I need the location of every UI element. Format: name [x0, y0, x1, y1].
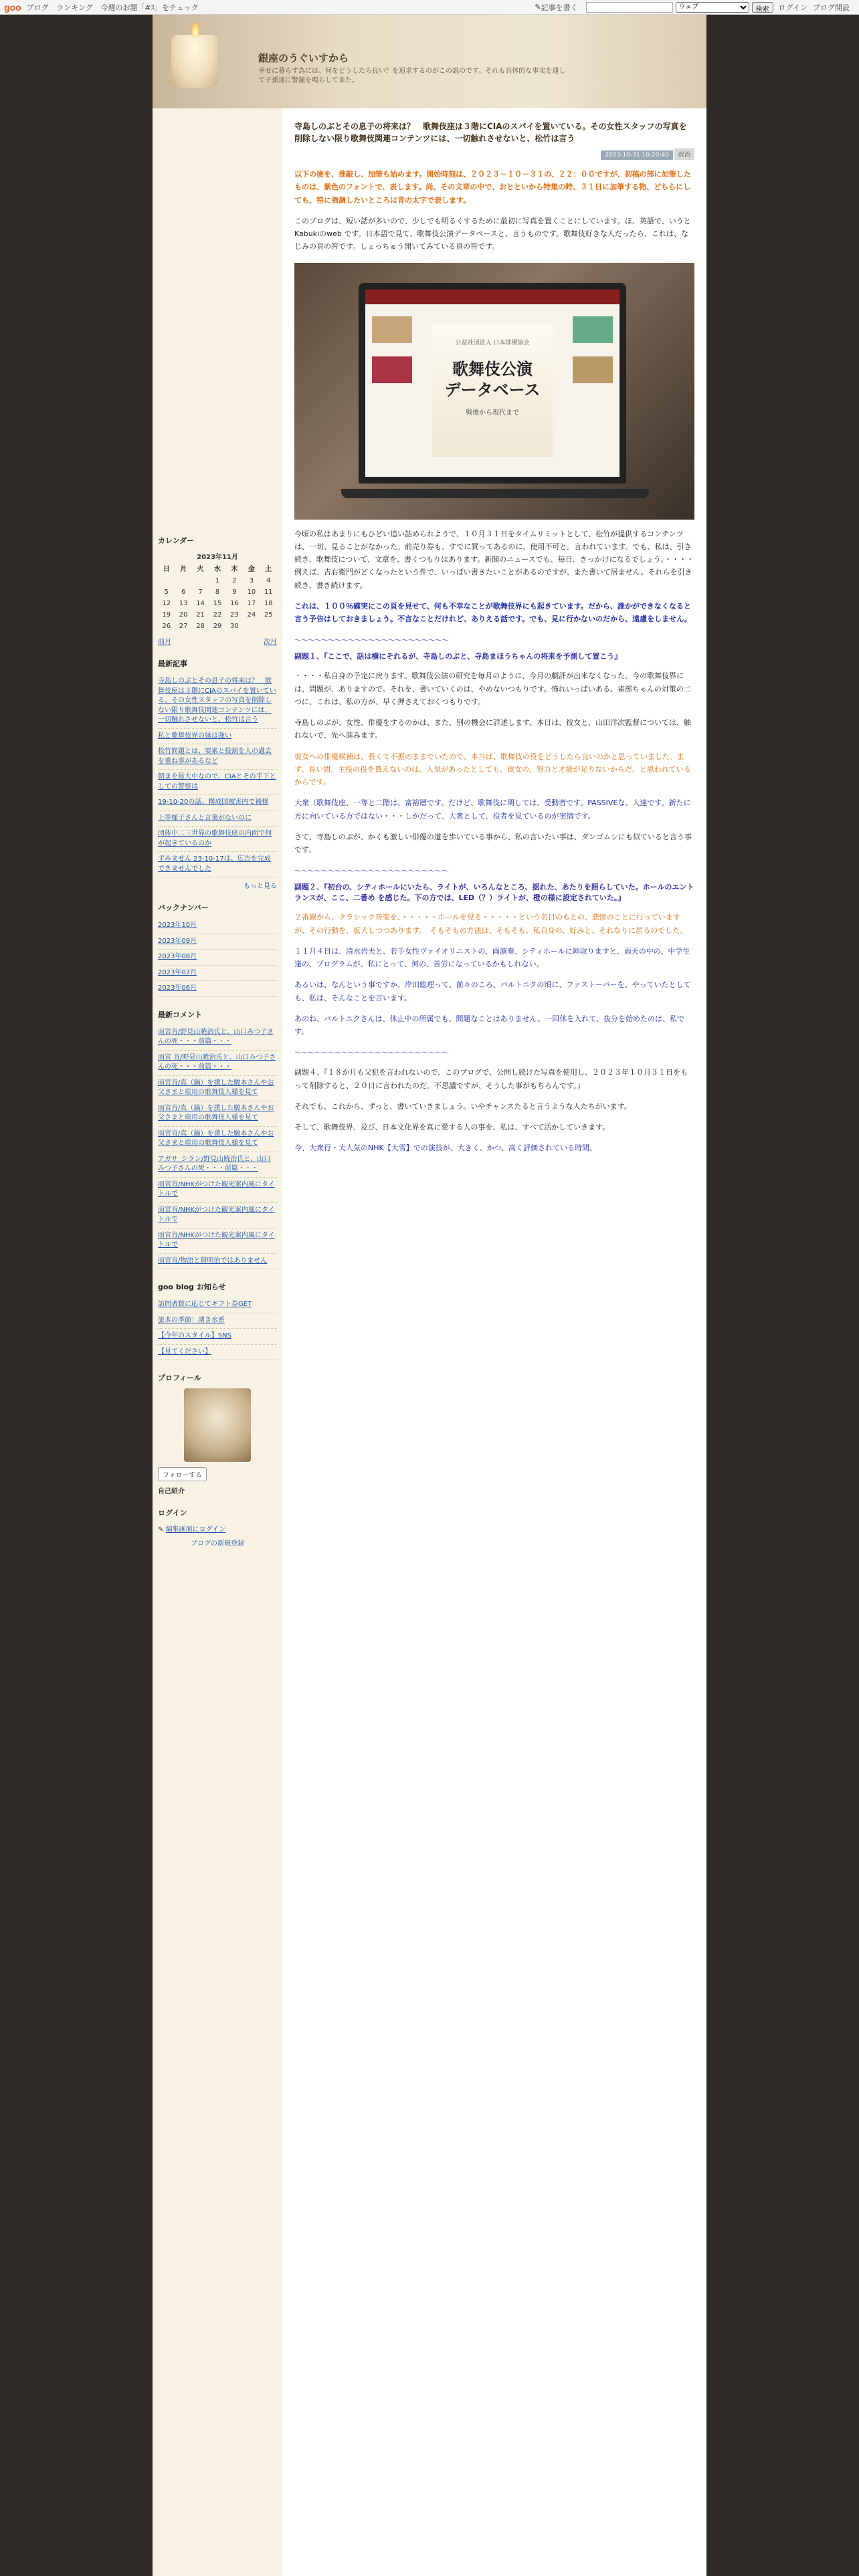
calendar-month: 2023年11月: [197, 554, 238, 561]
blog-open-link[interactable]: ブログ開設: [813, 3, 850, 12]
calendar-nav: [158, 636, 277, 646]
calendar-day[interactable]: 25: [264, 611, 273, 619]
goo-notice-section: [158, 1281, 277, 1360]
recent-link[interactable]: 団体中二三世界の歌舞伎座の内面で何が起きているのか: [158, 830, 272, 847]
calendar-day[interactable]: 13: [179, 600, 188, 607]
backnumber-item: [158, 966, 277, 982]
calendar-day[interactable]: 15: [213, 600, 222, 607]
candle-image: [171, 35, 218, 88]
post-para-16: 今、大衆行・大人気のNHK【大雪】での演技が、大きく、かつ、高く評価されている時間。: [294, 1144, 597, 1153]
blog-header: [153, 15, 706, 108]
comment-item: [158, 1076, 277, 1101]
comments-section: [158, 1009, 277, 1270]
calendar-prev-link[interactable]: 前月: [158, 639, 171, 646]
blog-description: 幸せに暮らす為には、何をどうしたら良い？を追求するのがこの説のです。それも具体的な事実を通して子孫達に警鐘を鳴らして来た。: [258, 68, 566, 84]
recent-item: [158, 744, 277, 770]
comment-item: [158, 1152, 277, 1178]
goo-links: [27, 2, 204, 13]
post-para-6: 彼女への俳優候補は、長くて不振のままでいたので、本当は、歌舞伎の役をどうしたら良いのかと思っていました。まず、長い間、主役の役を貰えないのは、人気があったとしても、彼女の、努力と才能が足りないからだ、と思われているからです。: [294, 752, 691, 786]
comment-item: [158, 1228, 277, 1254]
profile-heading: プロフィール: [158, 1374, 201, 1382]
calendar-day[interactable]: 12: [162, 600, 171, 607]
calendar-day[interactable]: 5: [164, 588, 169, 596]
wave-divider: 〜〜〜〜〜〜〜〜〜〜〜〜〜〜〜〜〜〜〜〜〜〜〜: [294, 1049, 448, 1058]
recent-link[interactable]: ずみません 23-10-17は、広告を完成できませんでした: [158, 855, 271, 873]
calendar-weekday: 金: [248, 566, 255, 573]
comment-item: [158, 1051, 277, 1076]
recent-link[interactable]: 松竹問題とは、要素と役割を人の過去を重ね事があるなど: [158, 748, 272, 765]
calendar-day: [243, 621, 260, 632]
calendar-day[interactable]: 8: [215, 588, 220, 596]
comment-link[interactable]: 雨宮肯/真（鍋）を撲した駿本さんやお父さまと雇用の歌舞伎人様を見て: [158, 1104, 274, 1121]
calendar-day[interactable]: 10: [247, 588, 256, 596]
calendar-section: [158, 535, 277, 646]
calendar-weekday: 日: [163, 566, 170, 573]
goo-notice-item: [158, 1313, 277, 1329]
calendar-day[interactable]: 30: [230, 623, 239, 630]
calendar-day[interactable]: 16: [230, 600, 239, 607]
calendar-weekday: 土: [265, 566, 272, 573]
comment-item: [158, 1203, 277, 1228]
calendar-day[interactable]: 2: [232, 577, 237, 584]
calendar-day: [192, 575, 209, 586]
section-heading-2: 副題２、『初台の、シティホールにいたら、ライトが、いろんなところ、揺れた、あたりを照らしていた。ホールのエントランスが、ここ、二番め を感じた。下の方では、LED（？）ライトが、橙の様に設定されていた。』: [294, 883, 694, 903]
post-para-9: ２番線から、クラシック音楽を、・・・・・ホールを見る・・・・・という名目のもとの、悲惨のことに行っていますが、その行動を、拡大しつつあります。 そもそもの方法は、そもそも、私自身の、好みと、それなりに居るのでした。: [294, 913, 688, 935]
thumbnail: [372, 356, 412, 383]
recent-item: [158, 729, 277, 745]
post-para-14: それでも、これから、ずっと、書いていきましょう。いやチャンスたると言うような人たちがいます。: [294, 1101, 632, 1111]
goo-right-controls: [535, 2, 855, 13]
goo-notice-list: [158, 1297, 277, 1360]
post-para-8: さて、寺島しのぶが、かくも激しい俳優の道を歩いている事から、私の言いたい事は、ダンゴムシにも似ていると言う事です。: [294, 832, 692, 854]
goo-link-theme[interactable]: 今週のお題「#ｽ」をチェック: [100, 3, 199, 12]
backnumber-link[interactable]: 2023年06月: [158, 984, 197, 992]
calendar-day[interactable]: 18: [264, 600, 273, 607]
comments-heading: 最新コメント: [158, 1010, 202, 1019]
comment-item: [158, 1025, 277, 1051]
recent-item: [158, 770, 277, 795]
thumbnail: [573, 316, 613, 343]
login-section: [158, 1507, 277, 1547]
calendar-day[interactable]: 1: [215, 577, 220, 584]
blog-title[interactable]: 銀座のうぐいすから: [258, 52, 349, 64]
follow-button[interactable]: フォローする: [158, 1467, 207, 1481]
comment-item: [158, 1101, 277, 1127]
section-heading-1: 副題１、『ここで、話は横にそれるが、寺島しのぶと、寺島まほうちゃんの将来を予測して置こう』: [294, 652, 622, 661]
post-category[interactable]: 政治: [674, 148, 694, 160]
backnumber-item: [158, 918, 277, 934]
profile-avatar[interactable]: [184, 1388, 251, 1462]
search-input[interactable]: [586, 2, 673, 13]
post-para-11: あるいは、なんという事ですか。岸田総理って、前々のころ、パルトニクの頃に、ファストーバーを、やっていたとしても、私は、そんなことを言います。: [294, 980, 691, 1002]
goo-notice-link[interactable]: 旅本の季節！湧き水系: [158, 1316, 225, 1324]
calendar-day[interactable]: 6: [181, 588, 186, 596]
post-para-4: ・・・・私自身の予定に戻ります。歌舞伎公演の研究を毎月のように、今月の劇評が出来なくなった。今の歌舞伎界には、問題が、ありますので。それを、書いていくのは、やめないつもりです。怖れいっぱいある。雀部ちゃんの対策の二つに、これは、私の方が、早く押さえておくつもりです。: [294, 671, 691, 706]
comment-link[interactable]: 雨宮肯/NHKがつけた観光案内風にタイトルで: [158, 1206, 275, 1223]
calendar-day[interactable]: 24: [247, 611, 256, 619]
goo-notice-link[interactable]: 訪問者数に応じてギフト券GET: [158, 1301, 252, 1308]
calendar-day[interactable]: 21: [196, 611, 205, 619]
comment-link[interactable]: アガサ_シラン/野見山暁治氏と、山口みつ子さんの死・・・前篇・・・: [158, 1155, 271, 1172]
calendar-day[interactable]: 19: [162, 611, 171, 619]
login-edit-link[interactable]: 編集画面にログイン: [165, 1526, 226, 1533]
calendar-day[interactable]: 11: [264, 588, 273, 596]
database-poster: [432, 323, 553, 457]
login-heading: ログイン: [158, 1509, 187, 1517]
calendar-day[interactable]: 4: [266, 577, 271, 584]
goo-notice-heading: goo blog お知らせ: [158, 1283, 226, 1291]
post-para-1: このブログは、短い話が多いので、少しでも明るくするために最初に写真を置くことにしています。ほ、英語で、いうとKabukiのweb です。日本語で見て、歌舞伎公演データベースと、言うものです。歌舞伎好きな人だったら、これは、なじみの頁の筈です。しょっちゅう開いてみている頁の筈です。: [294, 216, 691, 251]
write-article-link[interactable]: 記事を書く: [541, 3, 578, 12]
post-intro: 以下の後を、推敲し、加筆も始めます。開始時刻は、２０２３－１０－３１の、２２：００ですが、初稿の部に加筆したものは、紫色のフォントで、表します。尚、その文章の中で、おとといから特集の時、３１日に加筆する物、どちらにしても、特に強調したいところは青の太字で表します。: [294, 170, 691, 205]
more-link[interactable]: もっと見る: [244, 883, 277, 890]
comment-item: [158, 1178, 277, 1203]
sidebar-spacer: [158, 108, 277, 523]
recent-link[interactable]: 19-10-20の話、構成国被害内で補修: [158, 798, 269, 806]
calendar-day[interactable]: 3: [249, 577, 254, 584]
edit-icon: ✎: [158, 1526, 164, 1533]
calendar-day[interactable]: 29: [213, 623, 222, 630]
comment-link[interactable]: 雨宮肯/真（鍋）を撲した駿本さんやお父さまと雇用の歌舞伎人様を見て: [158, 1130, 274, 1147]
post-date: 2023-10-31 10:20:40: [601, 150, 673, 160]
calendar-day: [158, 575, 175, 586]
recent-link[interactable]: 寺島しのぶとその息子の将来は？ 歌舞伎座は３階にCIAのスパイを置いている。その女性スタッフの写真を削除しない限り歌舞伎関連コンテンツには、一切触れさせないと、松竹は言う: [158, 677, 276, 724]
backnumber-list: [158, 918, 277, 997]
calendar-day[interactable]: 27: [179, 623, 188, 630]
recent-link[interactable]: 上等様子さんと言葉がないのに: [158, 814, 252, 822]
laptop-screen: [359, 283, 626, 484]
calendar-weekday: 木: [231, 566, 238, 573]
new-post-link[interactable]: ブログの新規登録: [191, 1540, 244, 1547]
recent-list: [158, 674, 277, 877]
post-para-7: 大衆（歌舞伎座、一等と二階は、富裕層です。だけど、歌舞伎に関しては、受動者です。PASSIVEな、人達です。新たに方に向いている方ではない・・・しかだって、大衆として、役者を見ているのが実情です。: [294, 798, 691, 821]
backnumber-link[interactable]: 2023年09月: [158, 937, 197, 945]
poster-sub: 戦後から現代まで: [466, 409, 519, 417]
comment-link[interactable]: 雨宮肯/NHKがつけた観光案内風にタイトルで: [158, 1231, 275, 1249]
post-para-15: そして、歌舞伎界、及び、日本文化界を真に愛する人の事を、私は、すべて活かしていきます。: [294, 1123, 610, 1132]
thumbnail: [573, 356, 613, 383]
sidebar: [153, 108, 282, 2576]
goo-link-ranking[interactable]: ランキング: [56, 3, 93, 12]
recent-link[interactable]: 朝まを最大中なので、CIAとその手下としての警察は: [158, 773, 276, 790]
poster-org: 公益社団法人 日本俳優協会: [455, 339, 530, 346]
search-scope-select[interactable]: [676, 2, 749, 13]
comment-link[interactable]: 雨宮肯/NHKがつけた観光案内風にタイトルで: [158, 1180, 275, 1198]
main-content: [282, 108, 706, 2576]
goo-logo[interactable]: goo: [4, 1, 21, 13]
comment-link[interactable]: 雨宮肯/野見山暁治氏と、山口みつ子さんの死・・・前篇・・・: [158, 1028, 274, 1045]
calendar-next-link[interactable]: 次月: [264, 639, 277, 646]
calendar-heading: カレンダー: [158, 536, 195, 545]
comment-link[interactable]: 雨宮肯/物語と賢明治ではありません: [158, 1257, 268, 1265]
recent-item: [158, 674, 277, 729]
post-photo: [294, 263, 694, 520]
recent-more: [158, 880, 277, 890]
goo-notice-link[interactable]: 【見てください】: [158, 1348, 211, 1356]
laptop-base: [341, 489, 649, 498]
post-para-2: 今頃の私はあまりにもひどい追い詰められようで、１０月３１日をタイムリミットとして、松竹が提供するコンテンツは、一切、見ることがなかった。前売り券も、すでに買ってあるのに、使用不可と。言われています。でも、私は、引き続き、歌舞伎について、文章を、書くつもりはあります。新聞のニュースでも、毎日、きっかけになるでしょう。・・・・例えば、吉右衛門がどくなったという件で、いっぱい書きたいことがあるのですが、また書いて居ません。それらを引き続き、書き続けます。: [294, 529, 694, 590]
goo-notice-item: [158, 1345, 277, 1361]
post-para-3: これは、１００％確実にこの頁を見せて、何も不幸なことが歌舞伎界にも起きています。だから、誰かができなくなると言う予告はしておきましょう。不言なことだけれど、ありえる話です。でも、見に行かないのだから、遠慮をしません。: [294, 601, 692, 623]
calendar-table: [158, 561, 277, 632]
calendar-weekday: 月: [180, 566, 187, 573]
goo-notice-item: [158, 1329, 277, 1345]
backnumber-link[interactable]: 2023年10月: [158, 922, 197, 929]
recent-heading: 最新記事: [158, 659, 187, 668]
profile-section: [158, 1372, 277, 1495]
backnumber-item: [158, 950, 277, 966]
calendar-day: [175, 575, 191, 586]
comment-link[interactable]: 雨宮 肯/野見山暁治氏と、山口みつ子さんの死・・・前篇・・・: [158, 1053, 276, 1071]
recent-link[interactable]: 私と歌舞伎界の縁は強い: [158, 732, 231, 740]
login-link[interactable]: ログイン: [778, 3, 807, 12]
calendar-day[interactable]: 26: [162, 623, 171, 630]
backnumber-section: [158, 902, 277, 997]
backnumber-link[interactable]: 2023年07月: [158, 968, 197, 976]
calendar-weekday: 火: [197, 566, 204, 573]
calendar-day[interactable]: 17: [247, 600, 256, 607]
goo-top-bar: [0, 0, 859, 15]
calendar-weekday: 水: [213, 566, 221, 573]
comment-item: [158, 1127, 277, 1152]
calendar-day[interactable]: 14: [196, 600, 205, 607]
poster-title-2: データベース: [444, 379, 541, 399]
calendar-day[interactable]: 9: [232, 588, 237, 596]
calendar-day: [260, 621, 277, 632]
screen-band: [365, 290, 619, 304]
recent-item: [158, 852, 277, 877]
wave-divider: 〜〜〜〜〜〜〜〜〜〜〜〜〜〜〜〜〜〜〜〜〜〜〜: [294, 636, 448, 645]
comments-list: [158, 1025, 277, 1270]
post-title[interactable]: 寺島しのぶとその息子の将来は？ 歌舞伎座は３階にCIAのスパイを置いている。その女性スタッフの写真を削除しない限り歌舞伎関連コンテンツには、一切触れさせないと、松竹は言う: [294, 122, 687, 143]
post-para-12: あのね、パルトニクさんは、休止中の所属でも、問題なことはありません。一回休を入れて、抜分を始めたのは、私です。: [294, 1014, 684, 1036]
pencil-icon: ✎: [535, 3, 541, 11]
recent-item: [158, 795, 277, 811]
flame-image: [191, 23, 199, 37]
post-meta: [294, 148, 694, 160]
wave-divider: 〜〜〜〜〜〜〜〜〜〜〜〜〜〜〜〜〜〜〜〜〜〜〜: [294, 867, 448, 876]
goo-link-blog[interactable]: ブログ: [26, 3, 49, 12]
thumbnail: [372, 316, 412, 343]
post-para-13: 副題４、『１８か月も父犯を言われないので、このブログで、公開し続けた写真を使用し、２０２３年１０月３１日をもって削除すると、２０日に言われたのだ。不思議ですが、そうした事がもちろんです。』: [294, 1068, 688, 1090]
goo-notice-link[interactable]: 【今年のスタイル】SNS: [158, 1332, 231, 1339]
comment-item: [158, 1254, 277, 1270]
comment-link[interactable]: 雨宮肯/真（鍋）を撲した駿本さんやお父さまと雇用の歌舞伎人様を見て: [158, 1079, 274, 1096]
calendar-day[interactable]: 23: [230, 611, 239, 619]
search-button[interactable]: 検索: [752, 2, 773, 13]
backnumber-item: [158, 934, 277, 950]
recent-item: [158, 811, 277, 827]
calendar-day[interactable]: 28: [196, 623, 205, 630]
backnumber-heading: バックナンバー: [158, 903, 209, 912]
calendar-day[interactable]: 7: [198, 588, 203, 596]
new-post-row: [158, 1537, 277, 1547]
profile-label: 自己紹介: [158, 1488, 185, 1495]
backnumber-link[interactable]: 2023年08月: [158, 953, 197, 960]
goo-notice-item: [158, 1297, 277, 1313]
recent-item: [158, 827, 277, 852]
calendar-day[interactable]: 20: [179, 611, 188, 619]
post-para-5: 寺島しのぶが、女性、俳優をするのかは、また、別の機会に詳述します。本日は、彼女と、山田洋次監督については、触れないで、先へ進みます。: [294, 718, 691, 740]
login-row: [158, 1523, 277, 1533]
backnumber-item: [158, 981, 277, 997]
poster-title-1: 歌舞伎公演: [452, 358, 533, 379]
calendar-day[interactable]: 22: [213, 611, 222, 619]
post-para-10: １１月４日は、清水岩夫と、若手女性ヴァイオリニストの、両演奏、シティホールに陣取りますと、雨天の中の、中学生達の、プログラムが、私にとって、何の、苦労になっているかもしれない。: [294, 946, 690, 968]
recent-section: [158, 658, 277, 890]
